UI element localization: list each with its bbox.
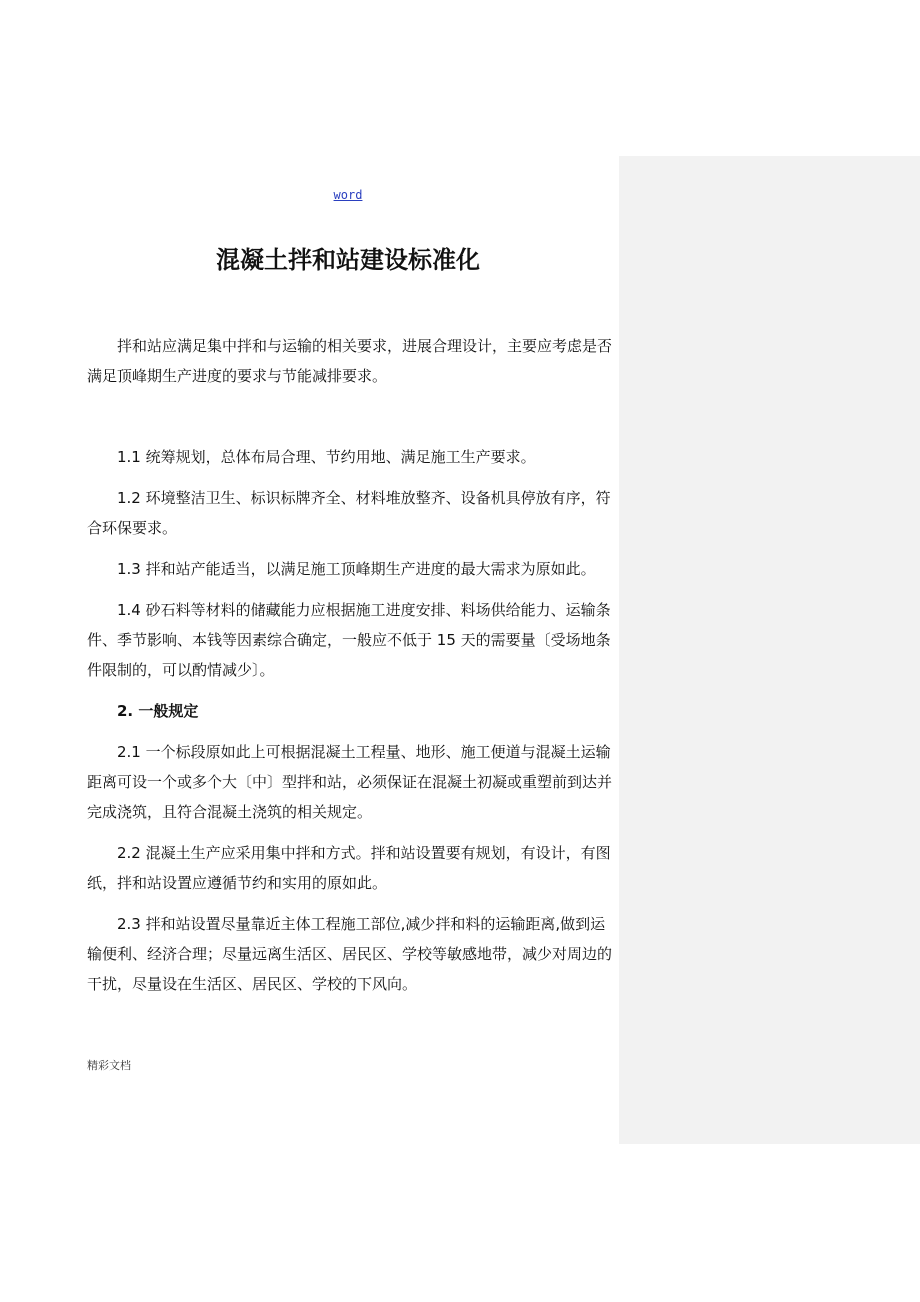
- footer-label: 精彩文档: [87, 1059, 131, 1072]
- clause-1-3: 1.3 拌和站产能适当，以满足施工顶峰期生产进度的最大需求为原如此。: [117, 560, 596, 578]
- clauses-section: [87, 442, 619, 1010]
- intro-section: [87, 331, 619, 402]
- clause-2-2: 2.2 混凝土生产应采用集中拌和方式。拌和站设置要有规划，有设计，有图纸，拌和站设置应遵循节约和实用的原如此。: [87, 844, 611, 892]
- clause-1-2: 1.2 环境整洁卫生、标识标牌齐全、材料堆放整齐、设备机具停放有序，符合环保要求。: [87, 489, 611, 537]
- clause-2-1: 2.1 一个标段原如此上可根据混凝土工程量、地形、施工便道与混凝土运输距离可设一个或多个大〔中〕型拌和站，必须保证在混凝土初凝或重塑前到达并完成浇筑，且符合混凝土浇筑的相关规定。: [87, 743, 613, 821]
- document-title: 混凝土拌和站建设标准化: [216, 246, 480, 274]
- comment-pane: [619, 156, 920, 1144]
- clause-2-3: 2.3 拌和站设置尽量靠近主体工程施工部位,减少拌和料的运输距离,做到运输便利、经济合理；尽量远离生活区、居民区、学校等敏感地带，减少对周边的干扰，尽量设在生活区、居民区、学校的下风向。: [87, 915, 613, 993]
- intro-paragraph: 拌和站应满足集中拌和与运输的相关要求，进展合理设计，主要应考虑是否满足顶峰期生产进度的要求与节能减排要求。: [87, 337, 613, 385]
- clause-1-4: 1.4 砂石料等材料的储藏能力应根据施工进度安排、料场供给能力、运输条件、季节影响、本钱等因素综合确定，一般应不低于 15 天的需要量〔受场地条件限制的，可以酌情减少〕。: [87, 601, 611, 679]
- section-heading-2: 2. 一般规定: [117, 702, 199, 720]
- clause-1-1: 1.1 统筹规划，总体布局合理、节约用地、满足施工生产要求。: [117, 448, 536, 466]
- header-word-link[interactable]: word: [333, 188, 363, 202]
